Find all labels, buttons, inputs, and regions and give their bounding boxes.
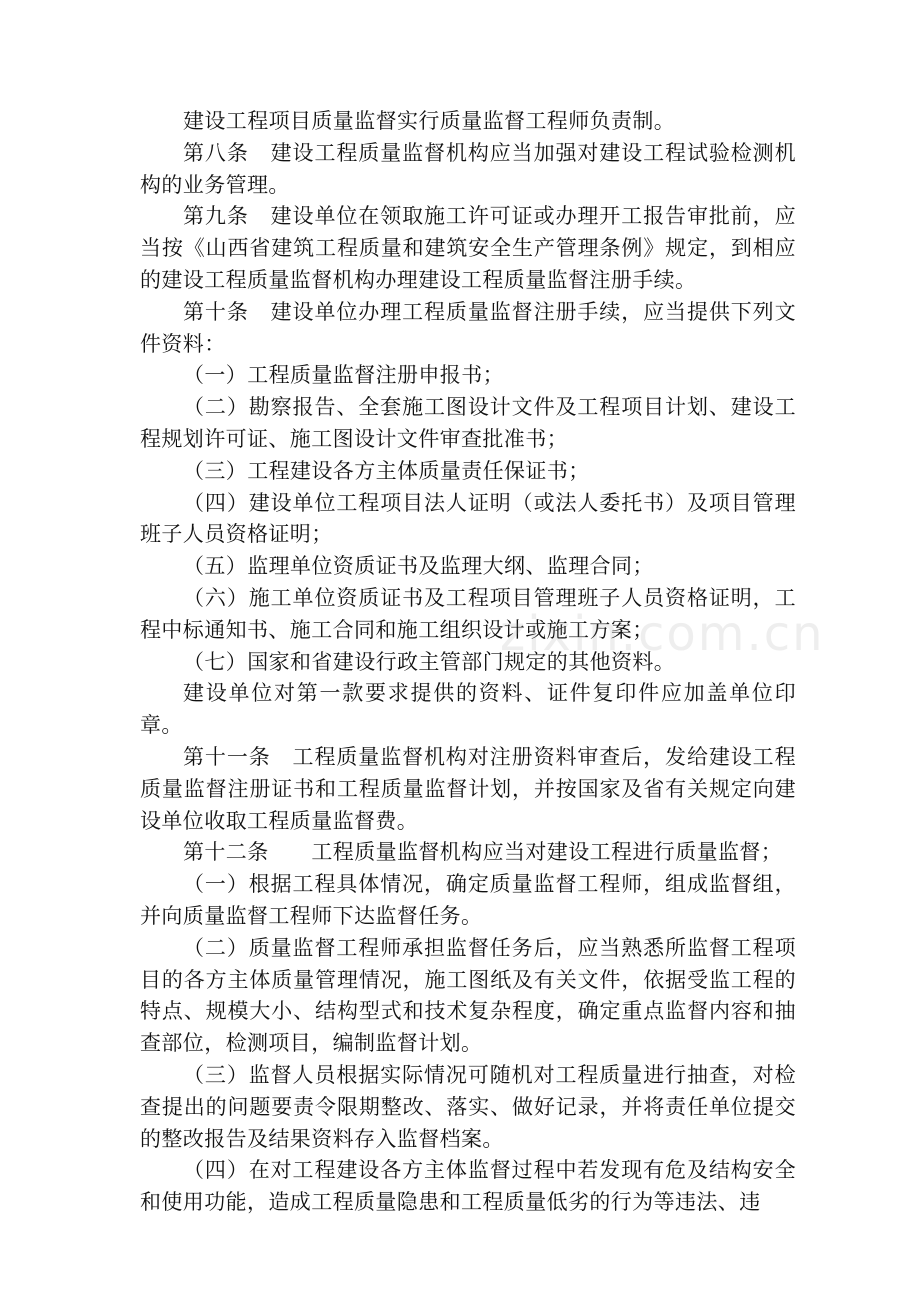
paragraph-article-10: 第十条 建设单位办理工程质量监督注册手续，应当提供下列文件资料： — [140, 299, 796, 356]
supervision-item-2: （二）质量监督工程师承担监督任务后，应当熟悉所监督工程项目的各方主体质量管理情况，施工图纸及有关文件，依据受监工程的特点、规模大小、结构型式和技术复杂程度，确定重点监督内容和抽查部位，检测项目，编制监督计划。 — [140, 935, 796, 1056]
supervision-item-4: （四）在对工程建设各方主体监督过程中若发现有危及结构安全和使用功能，造成工程质量隐患和工程质量低劣的行为等违法、违 — [140, 1158, 796, 1215]
supervision-item-3: （三）监督人员根据实际情况可随机对工程质量进行抽查，对检查提出的问题要责令限期整改、落实、做好记录，并将责任单位提交的整改报告及结果资料存入监督档案。 — [140, 1062, 796, 1151]
paragraph-1: 建设工程项目质量监督实行质量监督工程师负责制。 — [183, 109, 676, 133]
watermark-text: zixin.com.cn — [500, 606, 825, 662]
paragraph-article-12: 第十二条 工程质量监督机构应当对建设工程进行质量监督； — [183, 840, 783, 865]
document-body — [140, 106, 796, 1219]
list-item-1: （一）工程质量监督注册申报书； — [183, 363, 504, 388]
list-item-7: （七）国家和省建设行政主管部门规定的其他资料。 — [183, 649, 676, 674]
supervision-item-1: （一）根据工程具体情况，确定质量监督工程师，组成监督组，并向质量监督工程师下达监督任务。 — [140, 872, 796, 928]
paragraph-article-9: 第九条 建设单位在领取施工许可证或办理开工报告审批前，应当按《山西省建筑工程质量和建筑安全生产管理条例》规定，到相应的建设工程质量监督机构办理建设工程质量监督注册手续。 — [140, 204, 796, 292]
paragraph-article-11: 第十一条 工程质量监督机构对注册资料审查后，发给建设工程质量监督注册证书和工程质量监督计划，并按国家及省有关规定向建设单位收取工程质量监督费。 — [140, 744, 796, 833]
paragraph-seal-note: 建设单位对第一款要求提供的资料、证件复印件应加盖单位印章。 — [140, 681, 796, 738]
list-item-2: （二）勘察报告、全套施工图设计文件及工程项目计划、建设工程规划许可证、施工图设计文件审查批准书； — [140, 395, 796, 451]
paragraph-article-8: 第八条 建设工程质量监督机构应当加强对建设工程试验检测机构的业务管理。 — [140, 140, 796, 197]
list-item-3: （三）工程建设各方主体质量责任保证书； — [183, 458, 590, 483]
list-item-6: （六）施工单位资质证书及工程项目管理班子人员资格证明，工程中标通知书、施工合同和施工组织设计或施工方案； — [140, 585, 796, 642]
list-item-5: （五）监理单位资质证书及监理大纲、监理合同； — [183, 554, 654, 579]
list-item-4: （四）建设单位工程项目法人证明（或法人委托书）及项目管理班子人员资格证明； — [140, 490, 796, 547]
